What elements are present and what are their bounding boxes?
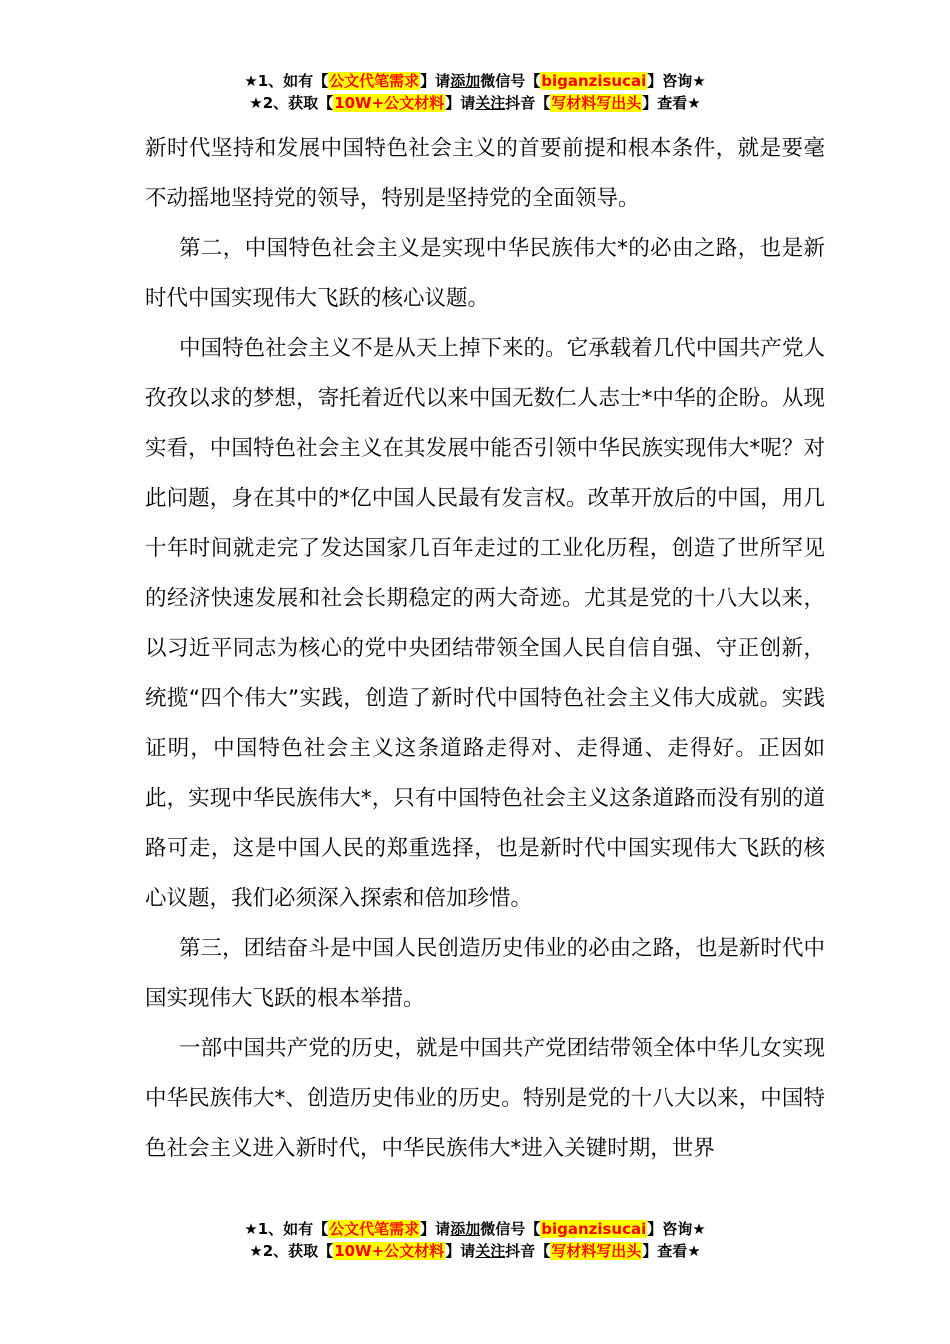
ad-text: 】请 bbox=[445, 1242, 476, 1260]
paragraph: 一部中国共产党的历史，就是中国共产党团结带领全体中华儿女实现中华民族伟大*、创造历史伟业的历史。特别是党的十八大以来，中国特色社会主义进入新时代，中华民族伟大*进入关键时期，世界 bbox=[145, 1036, 825, 1161]
ad-text: 】咨询★ bbox=[647, 72, 706, 90]
ad-text: 】请 bbox=[420, 72, 451, 90]
ad-text: 】请 bbox=[420, 1220, 451, 1238]
ad-text: ★1、如有【 bbox=[244, 72, 329, 90]
ad-highlight: 10W+公文材料 bbox=[334, 94, 445, 112]
ad-highlight: 写材料写出头 bbox=[551, 1242, 642, 1260]
footer-ad-line-2 bbox=[0, 1240, 950, 1262]
ad-text: ★2、获取【 bbox=[249, 1242, 334, 1260]
ad-text: 抖音【 bbox=[505, 1242, 551, 1260]
ad-text: 】查看★ bbox=[642, 94, 701, 112]
ad-text: 】请 bbox=[445, 94, 476, 112]
ad-text: ★2、获取【 bbox=[249, 94, 334, 112]
ad-underlined: 关注 bbox=[475, 94, 506, 112]
ad-text: 微信号【 bbox=[480, 72, 541, 90]
ad-highlight: 写材料写出头 bbox=[551, 94, 642, 112]
body-text bbox=[145, 124, 825, 1174]
ad-text: 微信号【 bbox=[480, 1220, 541, 1238]
paragraph-continuation: 新时代坚持和发展中国特色社会主义的首要前提和根本条件，就是要毫不动摇地坚持党的领导，特别是坚持党的全面领导。 bbox=[145, 136, 825, 211]
ad-highlight: biganzisucai bbox=[541, 1220, 647, 1238]
header-ad bbox=[0, 70, 950, 114]
ad-text: 抖音【 bbox=[505, 94, 551, 112]
paragraph-heading-3: 第三，团结奋斗是中国人民创造历史伟业的必由之路，也是新时代中国实现伟大飞跃的根本举措。 bbox=[145, 936, 825, 1011]
ad-text: ★1、如有【 bbox=[244, 1220, 329, 1238]
ad-underlined: 添加 bbox=[450, 72, 481, 90]
paragraph-heading-2: 第二，中国特色社会主义是实现中华民族伟大*的必由之路，也是新时代中国实现伟大飞跃的核心议题。 bbox=[145, 236, 825, 311]
ad-text: 】咨询★ bbox=[647, 1220, 706, 1238]
ad-highlight: 10W+公文材料 bbox=[334, 1242, 445, 1260]
ad-highlight: 公文代笔需求 bbox=[329, 1220, 420, 1238]
footer-ad bbox=[0, 1218, 950, 1262]
ad-underlined: 关注 bbox=[475, 1242, 506, 1260]
header-ad-line-1 bbox=[0, 70, 950, 92]
ad-highlight: biganzisucai bbox=[541, 72, 647, 90]
ad-underlined: 添加 bbox=[450, 1220, 481, 1238]
header-ad-line-2 bbox=[0, 92, 950, 114]
ad-text: 】查看★ bbox=[642, 1242, 701, 1260]
ad-highlight: 公文代笔需求 bbox=[329, 72, 420, 90]
footer-ad-line-1 bbox=[0, 1218, 950, 1240]
paragraph: 中国特色社会主义不是从天上掉下来的。它承载着几代中国共产党人孜孜以求的梦想，寄托着近代以来中国无数仁人志士*中华的企盼。从现实看，中国特色社会主义在其发展中能否引领中华民族实现伟大*呢？对此问题，身在其中的*亿中国人民最有发言权。改革开放后的中国，用几十年时间就走完了发达国家几百年走过的工业化历程，创造了世所罕见的经济快速发展和社会长期稳定的两大奇迹。尤其是党的十八大以来，以习近平同志为核心的党中央团结带领全国人民自信自强、守正创新，统揽“四个伟大”实践，创造了新时代中国特色社会主义伟大成就。实践证明，中国特色社会主义这条道路走得对、走得通、走得好。正因如此，实现中华民族伟大*，只有中国特色社会主义这条道路而没有别的道路可走，这是中国人民的郑重选择，也是新时代中国实现伟大飞跃的核心议题，我们必须深入探索和倍加珍惜。 bbox=[145, 336, 825, 911]
